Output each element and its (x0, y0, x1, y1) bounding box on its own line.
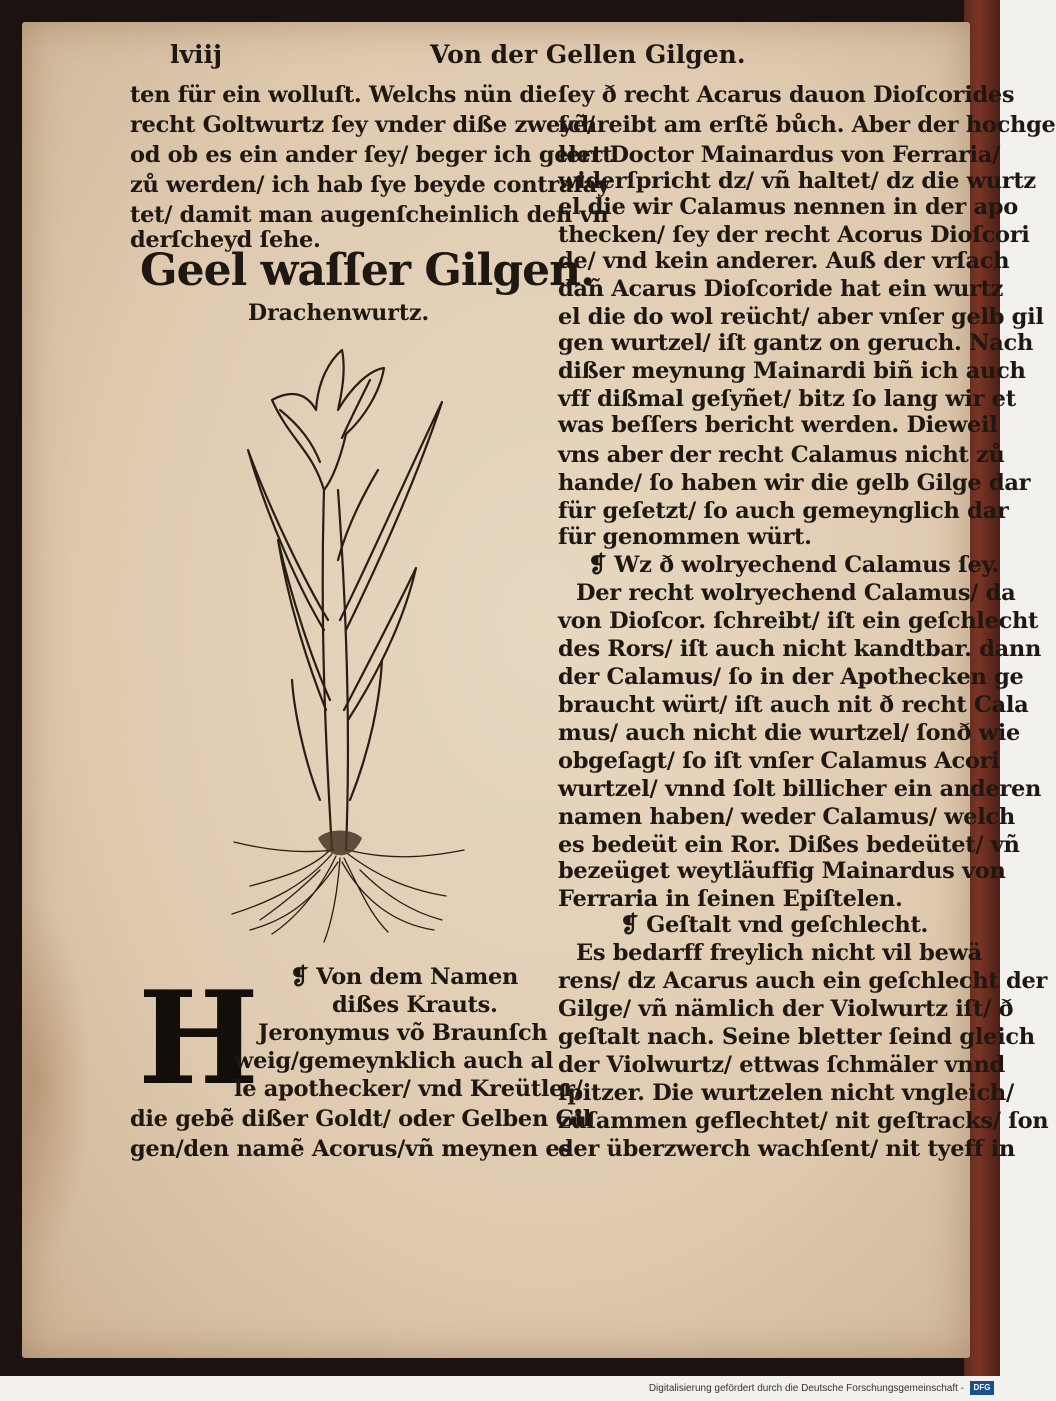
right-line: thecken/ ſey der recht Acorus Dioſcori (558, 222, 1030, 248)
digitization-footer (0, 1376, 1000, 1401)
right-line: obgeſagt/ ſo iſt vnſer Calamus Acori (558, 748, 1000, 774)
right-line: von Dioſcor. ſchreibt/ iſt ein geſchlecht (558, 608, 1039, 634)
right-line: namen haben/ weder Calamus/ welch (558, 804, 1015, 830)
drop-cap-letter: H (138, 964, 259, 1114)
right-line: dißer meynung Mainardi biñ ich auch (558, 358, 1026, 384)
right-line: es bedeüt ein Ror. Dißes bedeütet/ vñ (558, 832, 1020, 858)
right-line: widerſpricht dz/ vñ haltet/ dz die wurtz (558, 168, 1036, 194)
page-stain (22, 900, 92, 1260)
left-line: le apothecker/ vnd Kreütler/ (234, 1076, 583, 1102)
right-line: der Violwurtz/ ettwas ſchmäler vnnd (558, 1052, 1005, 1078)
footer-credit: Digitalisierung gefördert durch die Deutsche Forschungsgemeinschaft - (648, 1383, 964, 1394)
right-line: zůſammen geflechtet/ nit geſtracks/ ſon (558, 1108, 1049, 1134)
left-line: zů werden/ ich hab ſye beyde contrafay (130, 172, 610, 198)
left-line: derſcheyd ſehe. (130, 227, 321, 253)
pilcrow-icon: ❡ (290, 964, 309, 990)
right-line: für genommen würt. (558, 524, 812, 550)
right-line: des Rors/ iſt auch nicht kandtbar. dann (558, 636, 1042, 662)
left-line: die gebẽ dißer Goldt/ oder Gelben Gil (130, 1106, 591, 1132)
right-line: braucht würt/ iſt auch nit ð recht Cala (558, 692, 1029, 718)
right-line: wurtzel/ vnnd ſolt billicher ein anderen (558, 776, 1042, 802)
right-line: geſtalt nach. Seine bletter ſeind gleich (558, 1024, 1035, 1050)
right-line: el die do wol reücht/ aber vnſer gelb gil (558, 304, 1044, 330)
right-line: ſchreibt am erſtẽ bůch. Aber der hochge (558, 112, 1056, 138)
folio-number: lviij (170, 40, 223, 69)
right-line: was beſſers bericht werden. Dieweil (558, 412, 998, 438)
pilcrow-icon: ❡ (588, 552, 607, 578)
right-line: Ferraria in ſeinen Epiſtelen. (558, 886, 903, 912)
right-line: dañ Acarus Dioſcoride hat ein wurtz (558, 276, 1004, 302)
left-line: gen/den namẽ Acorus/vñ meynen es (130, 1136, 572, 1162)
plant-subheading: Drachenwurtz. (248, 300, 430, 326)
right-line: vns aber der recht Calamus nicht zů (558, 442, 1005, 468)
pilcrow-icon: ❡ (620, 912, 639, 938)
section-heading: dißes Krauts. (332, 992, 498, 1018)
right-line: Es bedarff freylich nicht vil bewä (576, 940, 982, 966)
right-line: der überzwerch wachſent/ nit tyeff in (558, 1136, 1015, 1162)
left-line: od ob es ein ander ſey/ beger ich gelert (130, 142, 613, 168)
left-line: weig/gemeynklich auch al (234, 1048, 554, 1074)
left-line: tet/ damit man augenſcheinlich den vn (130, 202, 609, 228)
section-heading: ❡ Geſtalt vnd geſchlecht. (620, 912, 929, 938)
iris-woodcut-icon (220, 330, 480, 950)
right-line: ſey ð recht Acarus dauon Dioſcorides (558, 82, 1015, 108)
right-line: der Calamus/ ſo in der Apothecken ge (558, 664, 1024, 690)
right-line: für geſetzt/ ſo auch gemeynglich dar (558, 498, 1009, 524)
right-line: bezeüget weytläuffig Mainardus von (558, 858, 1006, 884)
right-line: hande/ ſo haben wir die gelb Gilge dar (558, 470, 1031, 496)
section-heading: ❡ Wz ð wolryechend Calamus ſey. (588, 552, 1000, 578)
plant-heading: Geel waſſer Gilgen. (140, 245, 595, 296)
right-line: Der recht wolryechend Calamus/ da (576, 580, 1016, 606)
right-line: vff dißmal geſyñet/ bitz ſo lang wir et (558, 386, 1016, 412)
dfg-logo: DFG (970, 1381, 994, 1395)
right-line: Gilge/ vñ nämlich der Violwurtz iſt/ ð (558, 996, 1014, 1022)
right-line: lert Doctor Mainardus von Ferraria/ (558, 142, 1000, 168)
running-title: Von der Gellen Gilgen. (430, 40, 746, 69)
left-line: recht Goltwurtz ſey vnder diße zweyẽ/ (130, 112, 595, 138)
right-line: de/ vnd kein anderer. Auß der vrſach (558, 248, 1010, 274)
right-line: gen wurtzel/ iſt gantz on geruch. Nach (558, 330, 1034, 356)
right-line: mus/ auch nicht die wurtzel/ ſonð wie (558, 720, 1021, 746)
right-line: el die wir Calamus nennen in der apo (558, 194, 1018, 220)
left-line: ten für ein wolluſt. Welchs nün die (130, 82, 558, 108)
left-line: Jeronymus võ Braunſch (258, 1020, 548, 1046)
section-heading: ❡ Von dem Namen (290, 964, 519, 990)
right-line: ſpitzer. Die wurtzelen nicht vngleich/ (558, 1080, 1014, 1106)
right-line: rens/ dz Acarus auch ein geſchlecht der (558, 968, 1048, 994)
